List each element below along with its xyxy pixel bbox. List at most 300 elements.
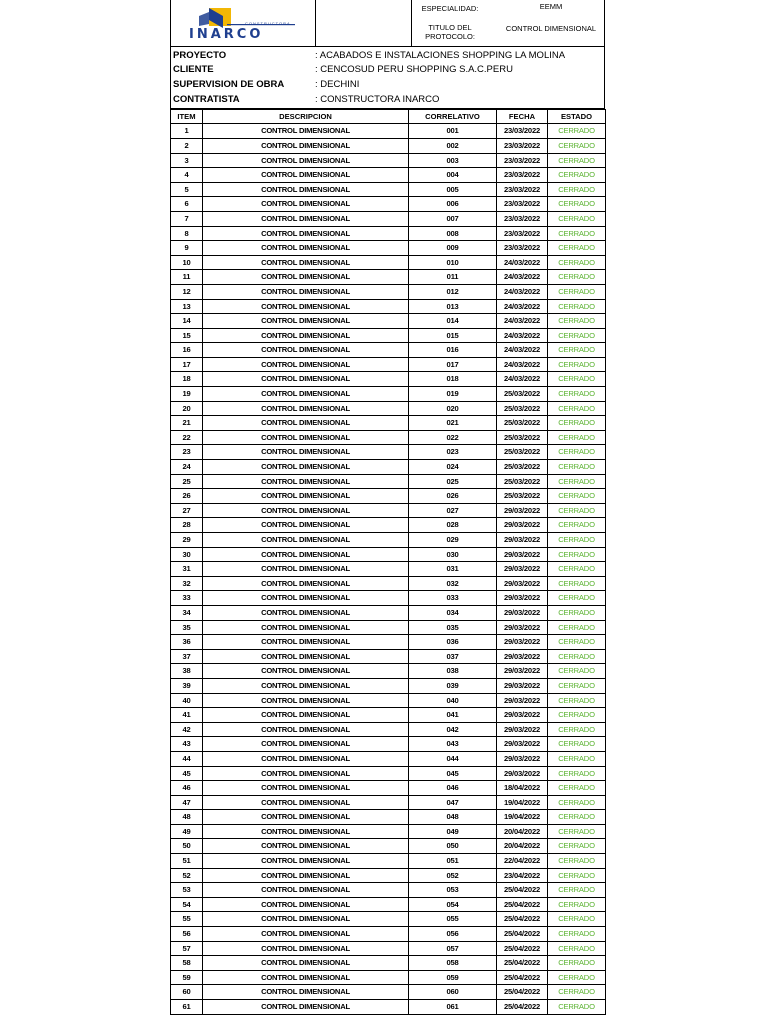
correlativo-cell: 028: [409, 518, 497, 533]
correlativo-cell: 042: [409, 722, 497, 737]
correlativo-cell: 045: [409, 766, 497, 781]
descripcion-cell: CONTROL DIMENSIONAL: [203, 328, 409, 343]
fecha-cell: 24/03/2022: [497, 343, 548, 358]
fecha-cell: 25/03/2022: [497, 474, 548, 489]
descripcion-cell: CONTROL DIMENSIONAL: [203, 751, 409, 766]
table-row: [171, 124, 606, 139]
fecha-cell: 25/03/2022: [497, 430, 548, 445]
correlativo-cell: 014: [409, 314, 497, 329]
table-row: [171, 956, 606, 971]
descripcion-cell: CONTROL DIMENSIONAL: [203, 1000, 409, 1015]
item-cell: 51: [171, 854, 203, 869]
descripcion-cell: CONTROL DIMENSIONAL: [203, 445, 409, 460]
item-cell: 42: [171, 722, 203, 737]
project-info: [170, 47, 605, 109]
correlativo-cell: 044: [409, 751, 497, 766]
table-row: [171, 970, 606, 985]
correlativo-cell: 053: [409, 883, 497, 898]
fecha-cell: 23/03/2022: [497, 197, 548, 212]
estado-cell: CERRADO: [548, 416, 606, 431]
table-row: [171, 810, 606, 825]
descripcion-cell: CONTROL DIMENSIONAL: [203, 985, 409, 1000]
table-row: [171, 605, 606, 620]
correlativo-cell: 032: [409, 576, 497, 591]
table-row: [171, 766, 606, 781]
descripcion-cell: CONTROL DIMENSIONAL: [203, 284, 409, 299]
descripcion-cell: CONTROL DIMENSIONAL: [203, 678, 409, 693]
correlativo-cell: 006: [409, 197, 497, 212]
correlativo-cell: 011: [409, 270, 497, 285]
estado-cell: CERRADO: [548, 854, 606, 869]
item-cell: 15: [171, 328, 203, 343]
fecha-cell: 18/04/2022: [497, 781, 548, 796]
table-row: [171, 255, 606, 270]
descripcion-cell: CONTROL DIMENSIONAL: [203, 211, 409, 226]
fecha-cell: 23/03/2022: [497, 138, 548, 153]
descripcion-cell: CONTROL DIMENSIONAL: [203, 781, 409, 796]
item-cell: 43: [171, 737, 203, 752]
fecha-cell: 24/03/2022: [497, 270, 548, 285]
item-cell: 54: [171, 897, 203, 912]
table-row: [171, 1000, 606, 1015]
estado-cell: CERRADO: [548, 124, 606, 139]
table-row: [171, 430, 606, 445]
correlativo-cell: 035: [409, 620, 497, 635]
estado-cell: CERRADO: [548, 664, 606, 679]
descripcion-cell: CONTROL DIMENSIONAL: [203, 737, 409, 752]
correlativo-cell: 050: [409, 839, 497, 854]
table-row: [171, 912, 606, 927]
descripcion-cell: CONTROL DIMENSIONAL: [203, 416, 409, 431]
logo-wordmark: INARCO: [189, 27, 264, 42]
table-row: [171, 722, 606, 737]
fecha-cell: 25/04/2022: [497, 897, 548, 912]
estado-cell: CERRADO: [548, 153, 606, 168]
item-cell: 36: [171, 635, 203, 650]
item-cell: 28: [171, 518, 203, 533]
fecha-cell: 25/04/2022: [497, 1000, 548, 1015]
correlativo-cell: 018: [409, 372, 497, 387]
item-cell: 31: [171, 562, 203, 577]
estado-cell: CERRADO: [548, 474, 606, 489]
fecha-cell: 25/03/2022: [497, 401, 548, 416]
correlativo-cell: 019: [409, 387, 497, 402]
table-row: [171, 649, 606, 664]
correlativo-cell: 060: [409, 985, 497, 1000]
item-cell: 8: [171, 226, 203, 241]
fecha-cell: 29/03/2022: [497, 576, 548, 591]
table-row: [171, 474, 606, 489]
descripcion-cell: CONTROL DIMENSIONAL: [203, 489, 409, 504]
table-row: [171, 153, 606, 168]
item-cell: 20: [171, 401, 203, 416]
descripcion-cell: CONTROL DIMENSIONAL: [203, 562, 409, 577]
estado-cell: CERRADO: [548, 299, 606, 314]
estado-cell: CERRADO: [548, 941, 606, 956]
item-cell: 32: [171, 576, 203, 591]
fecha-cell: 29/03/2022: [497, 737, 548, 752]
fecha-cell: 23/03/2022: [497, 241, 548, 256]
correlativo-cell: 039: [409, 678, 497, 693]
table-row: [171, 576, 606, 591]
correlativo-cell: 002: [409, 138, 497, 153]
fecha-cell: 24/03/2022: [497, 328, 548, 343]
table-row: [171, 795, 606, 810]
table-row: [171, 620, 606, 635]
item-cell: 34: [171, 605, 203, 620]
descripcion-cell: CONTROL DIMENSIONAL: [203, 547, 409, 562]
table-row: [171, 226, 606, 241]
estado-cell: CERRADO: [548, 387, 606, 402]
estado-cell: CERRADO: [548, 168, 606, 183]
table-row: [171, 693, 606, 708]
item-cell: 60: [171, 985, 203, 1000]
correlativo-cell: 052: [409, 868, 497, 883]
table-row: [171, 211, 606, 226]
fecha-cell: 25/04/2022: [497, 927, 548, 942]
descripcion-cell: CONTROL DIMENSIONAL: [203, 518, 409, 533]
item-cell: 39: [171, 678, 203, 693]
correlativo-cell: 029: [409, 533, 497, 548]
correlativo-cell: 013: [409, 299, 497, 314]
column-header-item: ITEM: [171, 110, 203, 124]
estado-cell: CERRADO: [548, 445, 606, 460]
item-cell: 5: [171, 182, 203, 197]
table-row: [171, 941, 606, 956]
descripcion-cell: CONTROL DIMENSIONAL: [203, 868, 409, 883]
correlativo-cell: 021: [409, 416, 497, 431]
titulo-label-line2: PROTOCOLO:: [425, 32, 475, 41]
correlativo-cell: 001: [409, 124, 497, 139]
info-label: CLIENTE: [173, 64, 214, 76]
item-cell: 3: [171, 153, 203, 168]
estado-cell: CERRADO: [548, 620, 606, 635]
correlativo-cell: 059: [409, 970, 497, 985]
descripcion-cell: CONTROL DIMENSIONAL: [203, 664, 409, 679]
descripcion-cell: CONTROL DIMENSIONAL: [203, 372, 409, 387]
item-cell: 58: [171, 956, 203, 971]
table-row: [171, 854, 606, 869]
estado-cell: CERRADO: [548, 751, 606, 766]
fecha-cell: 25/04/2022: [497, 912, 548, 927]
item-cell: 11: [171, 270, 203, 285]
estado-cell: CERRADO: [548, 766, 606, 781]
item-cell: 61: [171, 1000, 203, 1015]
estado-cell: CERRADO: [548, 182, 606, 197]
estado-cell: CERRADO: [548, 576, 606, 591]
correlativo-cell: 016: [409, 343, 497, 358]
descripcion-cell: CONTROL DIMENSIONAL: [203, 795, 409, 810]
estado-cell: CERRADO: [548, 1000, 606, 1015]
item-cell: 22: [171, 430, 203, 445]
descripcion-cell: CONTROL DIMENSIONAL: [203, 839, 409, 854]
descripcion-cell: CONTROL DIMENSIONAL: [203, 124, 409, 139]
fecha-cell: 23/04/2022: [497, 868, 548, 883]
info-label: SUPERVISION DE OBRA: [173, 78, 285, 90]
titulo-value: CONTROL DIMENSIONAL: [505, 24, 597, 33]
fecha-cell: 23/03/2022: [497, 124, 548, 139]
info-label: CONTRATISTA: [173, 93, 240, 105]
estado-cell: CERRADO: [548, 503, 606, 518]
table-row: [171, 270, 606, 285]
titulo-label-line1: TITULO DEL: [428, 23, 472, 32]
item-cell: 18: [171, 372, 203, 387]
table-row: [171, 868, 606, 883]
item-cell: 56: [171, 927, 203, 942]
especialidad-value: EEMM: [539, 2, 563, 11]
correlativo-cell: 030: [409, 547, 497, 562]
estado-cell: CERRADO: [548, 518, 606, 533]
correlativo-cell: 033: [409, 591, 497, 606]
descripcion-cell: CONTROL DIMENSIONAL: [203, 576, 409, 591]
item-cell: 35: [171, 620, 203, 635]
estado-cell: CERRADO: [548, 693, 606, 708]
item-cell: 21: [171, 416, 203, 431]
estado-cell: CERRADO: [548, 897, 606, 912]
table-row: [171, 503, 606, 518]
correlativo-cell: 055: [409, 912, 497, 927]
estado-cell: CERRADO: [548, 401, 606, 416]
estado-cell: CERRADO: [548, 241, 606, 256]
descripcion-cell: CONTROL DIMENSIONAL: [203, 693, 409, 708]
table-row: [171, 635, 606, 650]
item-cell: 4: [171, 168, 203, 183]
correlativo-cell: 057: [409, 941, 497, 956]
correlativo-cell: 041: [409, 708, 497, 723]
table-row: [171, 416, 606, 431]
fecha-cell: 29/03/2022: [497, 693, 548, 708]
table-row: [171, 751, 606, 766]
item-cell: 46: [171, 781, 203, 796]
item-cell: 23: [171, 445, 203, 460]
fecha-cell: 25/04/2022: [497, 985, 548, 1000]
table-row: [171, 182, 606, 197]
info-row-cliente: [171, 63, 604, 78]
estado-cell: CERRADO: [548, 357, 606, 372]
correlativo-cell: 023: [409, 445, 497, 460]
table-row: [171, 197, 606, 212]
descripcion-cell: CONTROL DIMENSIONAL: [203, 255, 409, 270]
table-row: [171, 357, 606, 372]
descripcion-cell: CONTROL DIMENSIONAL: [203, 708, 409, 723]
item-cell: 57: [171, 941, 203, 956]
estado-cell: CERRADO: [548, 460, 606, 475]
item-cell: 49: [171, 824, 203, 839]
descripcion-cell: CONTROL DIMENSIONAL: [203, 766, 409, 781]
table-row: [171, 562, 606, 577]
fecha-cell: 24/03/2022: [497, 372, 548, 387]
descripcion-cell: CONTROL DIMENSIONAL: [203, 299, 409, 314]
estado-cell: CERRADO: [548, 547, 606, 562]
fecha-cell: 29/03/2022: [497, 591, 548, 606]
fecha-cell: 29/03/2022: [497, 635, 548, 650]
estado-cell: CERRADO: [548, 226, 606, 241]
table-row: [171, 372, 606, 387]
table-row: [171, 664, 606, 679]
estado-cell: CERRADO: [548, 211, 606, 226]
correlativo-cell: 036: [409, 635, 497, 650]
descripcion-cell: CONTROL DIMENSIONAL: [203, 474, 409, 489]
descripcion-cell: CONTROL DIMENSIONAL: [203, 314, 409, 329]
descripcion-cell: CONTROL DIMENSIONAL: [203, 649, 409, 664]
item-cell: 37: [171, 649, 203, 664]
item-cell: 13: [171, 299, 203, 314]
descripcion-cell: CONTROL DIMENSIONAL: [203, 941, 409, 956]
table-row: [171, 489, 606, 504]
descripcion-cell: CONTROL DIMENSIONAL: [203, 854, 409, 869]
table-row: [171, 328, 606, 343]
item-cell: 53: [171, 883, 203, 898]
table-row: [171, 883, 606, 898]
item-cell: 48: [171, 810, 203, 825]
descripcion-cell: CONTROL DIMENSIONAL: [203, 343, 409, 358]
fecha-cell: 29/03/2022: [497, 562, 548, 577]
table-row: [171, 708, 606, 723]
item-cell: 26: [171, 489, 203, 504]
item-cell: 14: [171, 314, 203, 329]
descripcion-cell: CONTROL DIMENSIONAL: [203, 591, 409, 606]
correlativo-cell: 046: [409, 781, 497, 796]
estado-cell: CERRADO: [548, 737, 606, 752]
info-value: : DECHINI: [315, 78, 360, 90]
column-header-correlativo: CORRELATIVO: [409, 110, 497, 124]
fecha-cell: 29/03/2022: [497, 547, 548, 562]
item-cell: 33: [171, 591, 203, 606]
info-value: : CONSTRUCTORA INARCO: [315, 93, 440, 105]
header-blank-cell: [315, 0, 412, 46]
item-cell: 40: [171, 693, 203, 708]
fecha-cell: 20/04/2022: [497, 824, 548, 839]
fecha-cell: 19/04/2022: [497, 810, 548, 825]
estado-cell: CERRADO: [548, 343, 606, 358]
fecha-cell: 23/03/2022: [497, 182, 548, 197]
fecha-cell: 24/03/2022: [497, 357, 548, 372]
correlativo-cell: 009: [409, 241, 497, 256]
item-cell: 16: [171, 343, 203, 358]
estado-cell: CERRADO: [548, 430, 606, 445]
table-row: [171, 387, 606, 402]
table-row: [171, 314, 606, 329]
correlativo-cell: 058: [409, 956, 497, 971]
descripcion-cell: CONTROL DIMENSIONAL: [203, 722, 409, 737]
correlativo-cell: 054: [409, 897, 497, 912]
correlativo-cell: 025: [409, 474, 497, 489]
table-row: [171, 927, 606, 942]
estado-cell: CERRADO: [548, 284, 606, 299]
fecha-cell: 24/03/2022: [497, 284, 548, 299]
fecha-cell: 24/03/2022: [497, 299, 548, 314]
table-row: [171, 533, 606, 548]
fecha-cell: 22/04/2022: [497, 854, 548, 869]
fecha-cell: 25/03/2022: [497, 460, 548, 475]
estado-cell: CERRADO: [548, 795, 606, 810]
correlativo-cell: 007: [409, 211, 497, 226]
fecha-cell: 24/03/2022: [497, 255, 548, 270]
fecha-cell: 20/04/2022: [497, 839, 548, 854]
fecha-cell: 25/04/2022: [497, 941, 548, 956]
descripcion-cell: CONTROL DIMENSIONAL: [203, 897, 409, 912]
table-row: [171, 138, 606, 153]
correlativo-cell: 020: [409, 401, 497, 416]
correlativo-cell: 003: [409, 153, 497, 168]
info-row-contratista: [171, 92, 604, 107]
descripcion-cell: CONTROL DIMENSIONAL: [203, 927, 409, 942]
column-header-estado: ESTADO: [548, 110, 606, 124]
item-cell: 9: [171, 241, 203, 256]
correlativo-cell: 017: [409, 357, 497, 372]
info-value: : ACABADOS E INSTALACIONES SHOPPING LA MOLINA: [315, 49, 566, 61]
fecha-cell: 29/03/2022: [497, 766, 548, 781]
info-row-proyecto: [171, 48, 604, 63]
descripcion-cell: CONTROL DIMENSIONAL: [203, 387, 409, 402]
table-row: [171, 839, 606, 854]
descripcion-cell: CONTROL DIMENSIONAL: [203, 533, 409, 548]
correlativo-cell: 024: [409, 460, 497, 475]
estado-cell: CERRADO: [548, 781, 606, 796]
item-cell: 59: [171, 970, 203, 985]
item-cell: 7: [171, 211, 203, 226]
column-header-descripcion: DESCRIPCION: [203, 110, 409, 124]
fecha-cell: 25/03/2022: [497, 489, 548, 504]
correlativo-cell: 027: [409, 503, 497, 518]
fecha-cell: 25/03/2022: [497, 445, 548, 460]
estado-cell: CERRADO: [548, 255, 606, 270]
estado-cell: CERRADO: [548, 328, 606, 343]
info-value: : CENCOSUD PERU SHOPPING S.A.C.PERU: [315, 64, 513, 76]
fecha-cell: 24/03/2022: [497, 314, 548, 329]
item-cell: 47: [171, 795, 203, 810]
table-row: [171, 460, 606, 475]
correlativo-cell: 038: [409, 664, 497, 679]
fecha-cell: 23/03/2022: [497, 168, 548, 183]
fecha-cell: 25/03/2022: [497, 416, 548, 431]
estado-cell: CERRADO: [548, 912, 606, 927]
estado-cell: CERRADO: [548, 197, 606, 212]
item-cell: 50: [171, 839, 203, 854]
table-body: [171, 124, 606, 1014]
table-row: [171, 518, 606, 533]
descripcion-cell: CONTROL DIMENSIONAL: [203, 153, 409, 168]
item-cell: 24: [171, 460, 203, 475]
fecha-cell: 23/03/2022: [497, 211, 548, 226]
estado-cell: CERRADO: [548, 883, 606, 898]
table-row: [171, 445, 606, 460]
fecha-cell: 29/03/2022: [497, 678, 548, 693]
descripcion-cell: CONTROL DIMENSIONAL: [203, 430, 409, 445]
descripcion-cell: CONTROL DIMENSIONAL: [203, 956, 409, 971]
fecha-cell: 29/03/2022: [497, 751, 548, 766]
estado-cell: CERRADO: [548, 562, 606, 577]
item-cell: 12: [171, 284, 203, 299]
descripcion-cell: CONTROL DIMENSIONAL: [203, 168, 409, 183]
column-header-fecha: FECHA: [497, 110, 548, 124]
fecha-cell: 29/03/2022: [497, 503, 548, 518]
info-row-supervision: [171, 77, 604, 92]
descripcion-cell: CONTROL DIMENSIONAL: [203, 401, 409, 416]
estado-cell: CERRADO: [548, 270, 606, 285]
item-cell: 6: [171, 197, 203, 212]
fecha-cell: 23/03/2022: [497, 226, 548, 241]
info-label: PROYECTO: [173, 49, 227, 61]
estado-cell: CERRADO: [548, 635, 606, 650]
logo-cell: [171, 0, 316, 46]
estado-cell: CERRADO: [548, 489, 606, 504]
fecha-cell: 29/03/2022: [497, 664, 548, 679]
table-row: [171, 678, 606, 693]
item-cell: 25: [171, 474, 203, 489]
estado-cell: CERRADO: [548, 708, 606, 723]
fecha-cell: 25/04/2022: [497, 883, 548, 898]
